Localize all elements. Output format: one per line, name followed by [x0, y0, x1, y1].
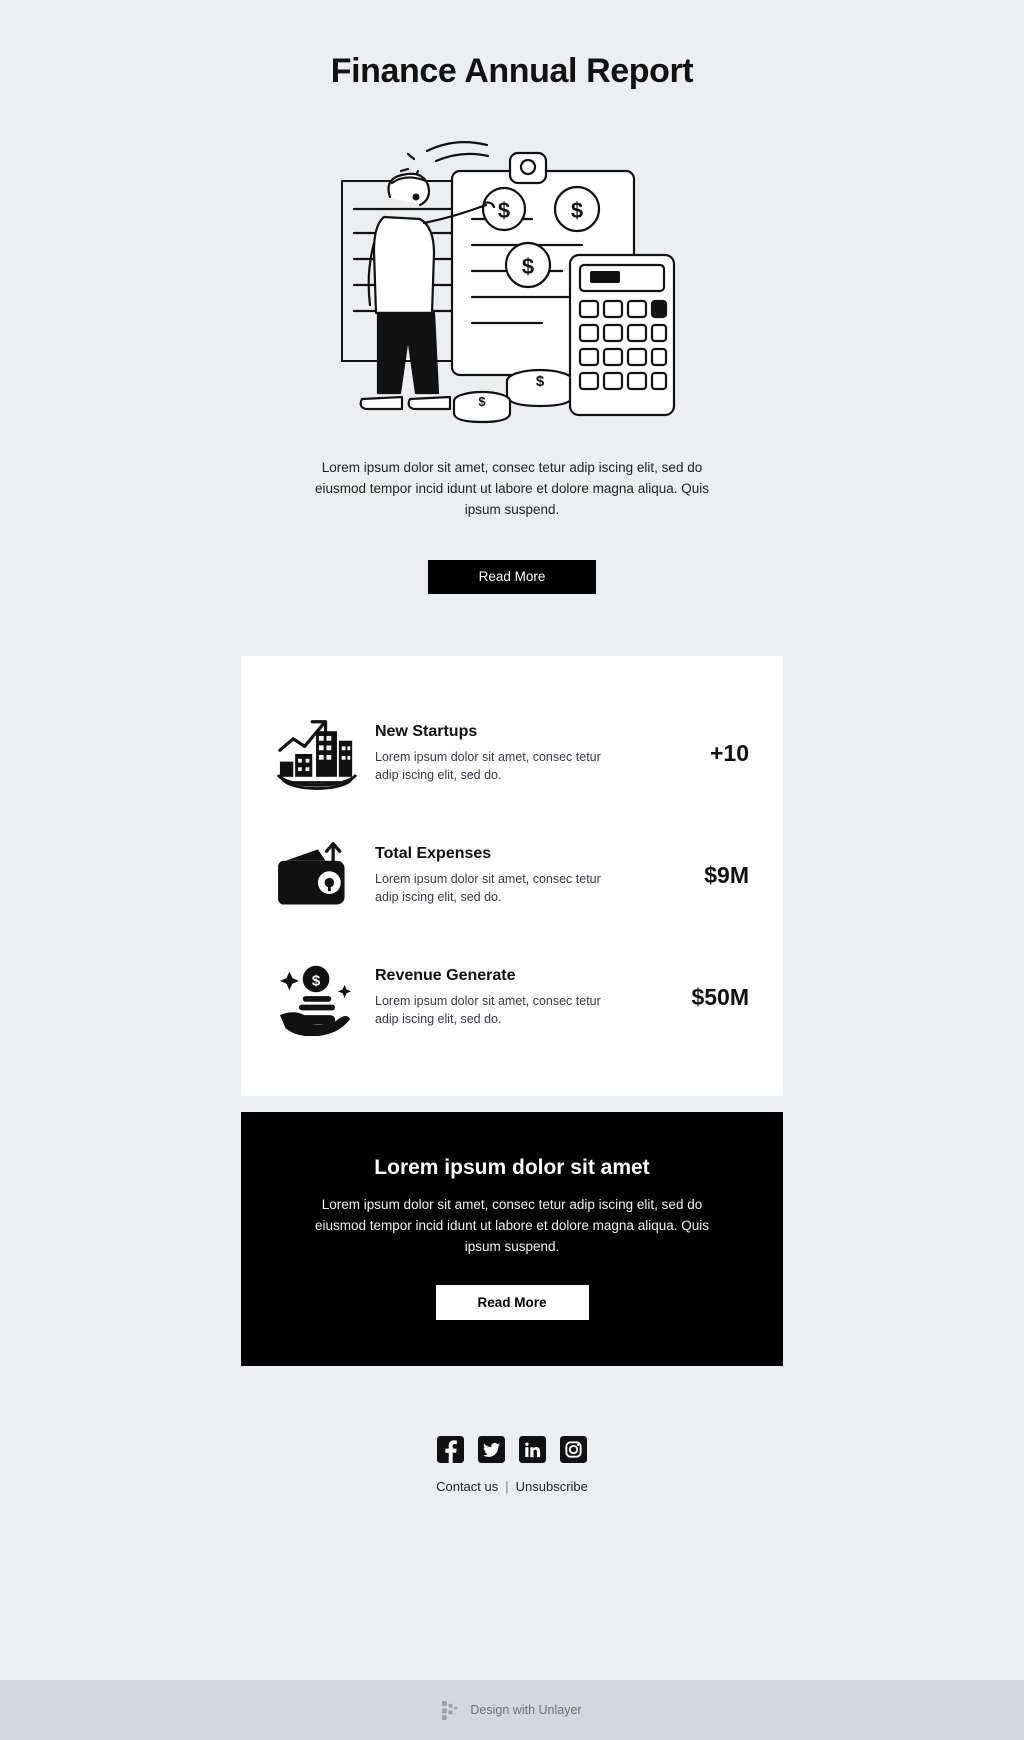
stats-card	[241, 656, 783, 1096]
stat-value: $9M	[704, 862, 749, 888]
stat-row	[271, 940, 753, 1062]
facebook-icon[interactable]	[437, 1436, 464, 1463]
footer-links	[436, 1479, 588, 1494]
stat-text	[363, 845, 661, 906]
svg-text:$: $	[311, 972, 321, 990]
contact-us-link[interactable]: Contact us	[436, 1478, 499, 1494]
social-links	[437, 1436, 587, 1463]
stat-description: Lorem ipsum dolor sit amet, consec tetur adip iscing elit, sed do.	[375, 994, 601, 1026]
growth-chart-city-icon	[271, 712, 363, 796]
twitter-icon[interactable]	[478, 1436, 505, 1463]
finance-report-illustration	[332, 113, 692, 433]
linkedin-icon[interactable]	[519, 1436, 546, 1463]
promo-paragraph: Lorem ipsum dolor sit amet, consec tetur adip iscing elit, sed do eiusmod tempor incid idunt ut labore et dolore magna aliqua. Quis ipsum suspend.	[315, 1196, 709, 1254]
read-more-button-top[interactable]: Read More	[428, 560, 596, 594]
stat-text	[363, 967, 661, 1028]
intro-paragraph: Lorem ipsum dolor sit amet, consec tetur adip iscing elit, sed do eiusmod tempor incid idunt ut labore et dolore magna aliqua. Quis ipsum suspend.	[315, 460, 709, 517]
unsubscribe-link[interactable]: Unsubscribe	[515, 1478, 588, 1494]
page-title: Finance Annual Report	[330, 52, 694, 90]
instagram-icon[interactable]	[560, 1436, 587, 1463]
stat-title: Revenue Generate	[375, 967, 516, 984]
stat-title: Total Expenses	[375, 845, 492, 862]
stat-row	[271, 696, 753, 818]
svg-text:$: $	[497, 198, 511, 223]
svg-text:$: $	[535, 373, 545, 390]
footer-separator: |	[505, 1478, 509, 1494]
svg-text:$: $	[478, 394, 486, 409]
stat-value: $50M	[691, 984, 749, 1010]
stat-text	[363, 723, 661, 784]
branding-bar	[0, 1680, 1024, 1740]
stat-title: New Startups	[375, 723, 478, 740]
hand-coins-icon	[271, 956, 363, 1040]
unlayer-logo-icon	[442, 1701, 461, 1720]
promo-title: Lorem ipsum dolor sit amet	[374, 1155, 650, 1179]
read-more-button-bottom[interactable]: Read More	[436, 1285, 589, 1320]
stat-description: Lorem ipsum dolor sit amet, consec tetur adip iscing elit, sed do.	[375, 872, 601, 904]
stat-row	[271, 818, 753, 940]
stat-description: Lorem ipsum dolor sit amet, consec tetur adip iscing elit, sed do.	[375, 750, 601, 782]
branding-label: Design with Unlayer	[470, 1703, 582, 1717]
promo-banner	[241, 1112, 783, 1366]
svg-text:$: $	[521, 254, 535, 279]
wallet-icon	[271, 834, 363, 918]
svg-text:$: $	[570, 198, 584, 223]
stat-value: +10	[709, 740, 749, 766]
